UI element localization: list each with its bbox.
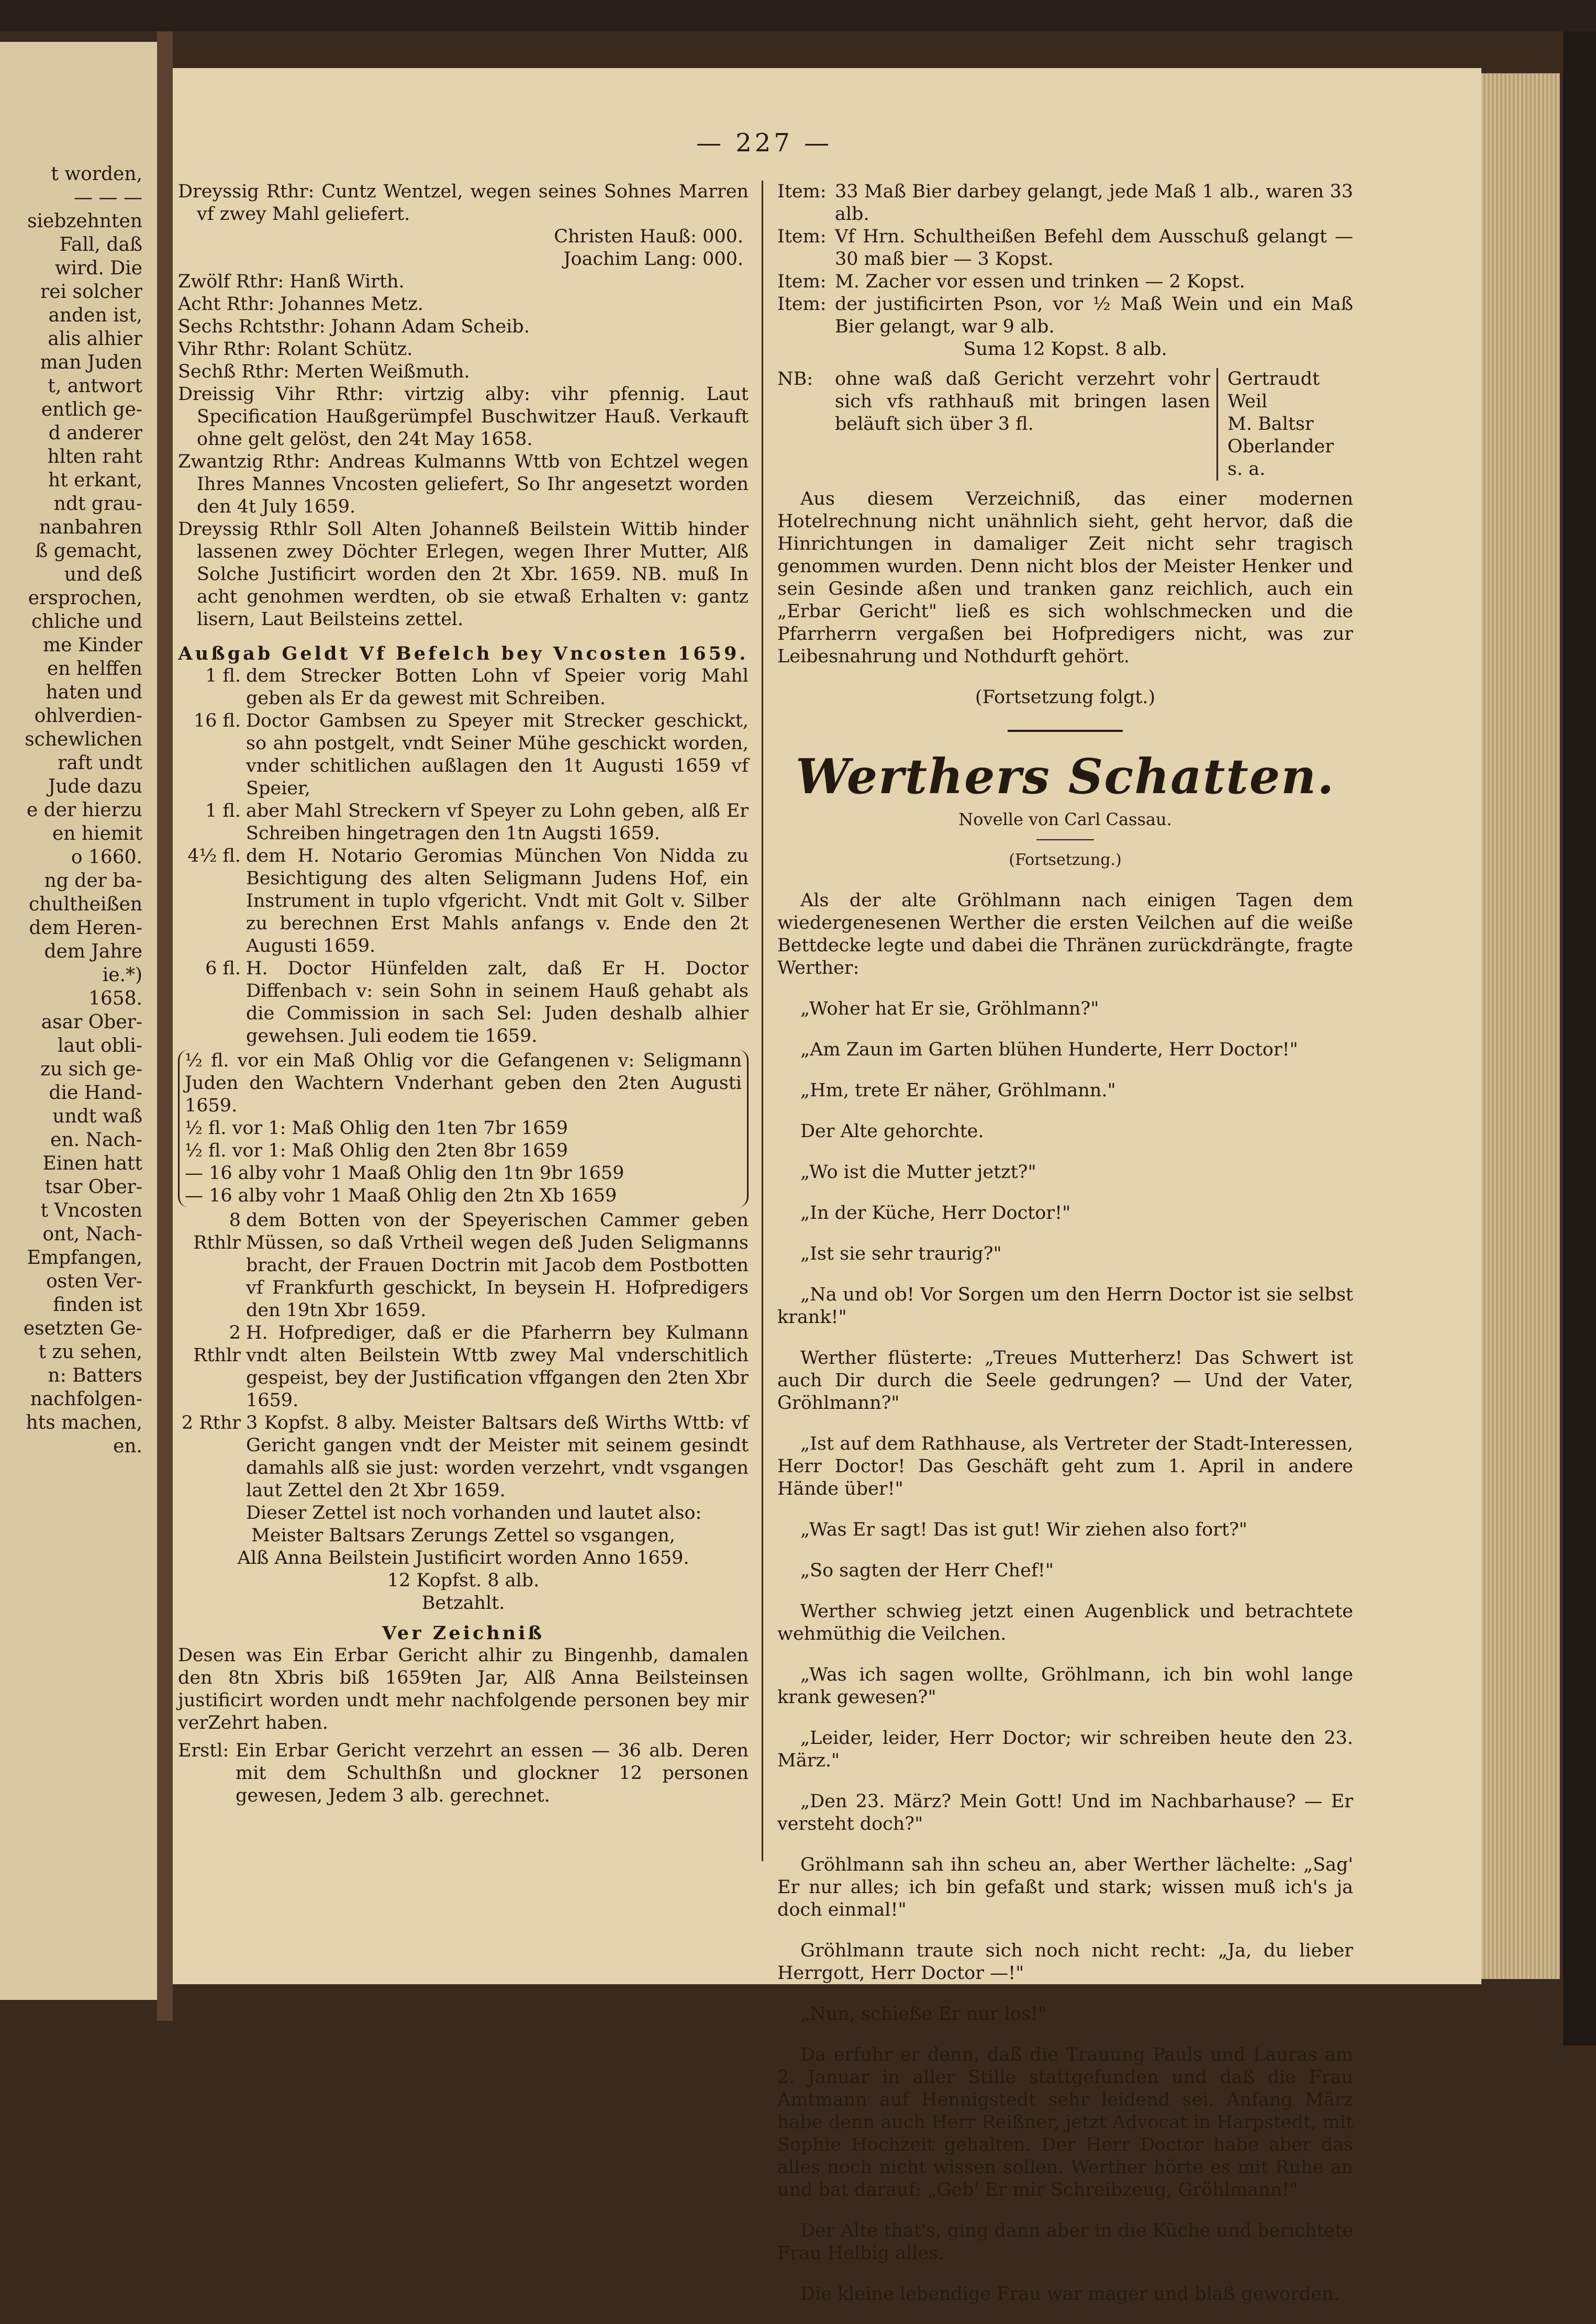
left-page-fragment: und deß (64, 564, 142, 585)
payment-entry: Vihr Rthr: Rolant Schütz. (178, 339, 413, 360)
expense-amount: 2 Rthr (181, 1413, 241, 1433)
story-paragraph: Da erfuhr er denn, daß die Trauung Pauls und Lauras am 2. Januar in aller Stille stattgefunden und daß die Frau Amtmann auf Hennigstedt sehr leidend sei. Anfang März habe denn auch Herr Reißner, jetzt Advocat in Harpstedt, mit Sophie Hochzeit gehalten. Der Herr Doctor habe aber das alles noch nicht wissen sollen. Werther hörte es mit Ruhe an und bat darauf: „Geb' Er mir Schreibzeug, Gröhlmann!" (777, 2044, 1353, 2200)
story-paragraph: Als der alte Gröhlmann nach einigen Tagen dem wiedergenesenen Werther die ersten Veilchen auf die weiße Bettdecke legte und dabei die Thränen zurückdrängte, fragte Werther: (777, 890, 1353, 978)
item-label: Item: (777, 294, 827, 315)
erstl-text: Ein Erbar Gericht verzehrt an essen — 36 alb. Deren mit dem Schulthßn und glockner 12 personen gewesen, Jedem 3 alb. gerechnet. (236, 1740, 749, 1806)
story-paragraph: „Woher hat Er sie, Gröhlmann?" (800, 998, 1099, 1019)
left-page-fragment: nanbahren (39, 517, 142, 538)
nb-name: Gertraudt Weil (1227, 369, 1320, 412)
book-cover-top (0, 0, 1596, 31)
left-page-fragment: o 1660. (71, 847, 142, 868)
payment-entry: Joachim Lang: 000. (563, 249, 743, 270)
expense-text: dem H. Notario Geromias München Von Nidda zu Besichtigung des alten Seligmann Judens Hof, ein Instrument in tuplo vfgericht. Vndt mit Golt v. Silber zu berechnen Erst Mahls anfangs v. Ende den 2t Augusti 1659. (246, 846, 749, 957)
left-page-fragment: Jude dazu (48, 776, 142, 797)
zettel-line: Meister Baltsars Zerungs Zettel so vsgangen, (251, 1525, 675, 1546)
item-entry (777, 293, 1353, 338)
section-divider (1008, 730, 1123, 732)
left-page-fragment: ersprochen, (28, 587, 142, 609)
story-paragraph: „Ist sie sehr traurig?" (800, 1243, 1002, 1264)
book-gutter (157, 31, 173, 2021)
commentary-paragraph: Aus diesem Verzeichniß, das einer modernen Hotelrechnung nicht unähnlich sieht, geht hervor, daß die Hinrichtungen in damaliger Zeit nicht sehr tragisch genommen wurden. Denn nicht blos der Meister Henker und sein Gesinde aßen und tranken ganz reichlich, auch ein „Erbar Gericht" ließ es sich wohlschmecken und die Pfarrherrn vergaßen bei Hofpredigers nicht, was zur Leibesnahrung und Nothdurft gehört. (777, 488, 1353, 667)
bracket-item: ½ fl. vor 1: Maß Ohlig den 2ten 8br 1659 (185, 1140, 568, 1161)
story-paragraph: „Ist auf dem Rathhause, als Vertreter der Stadt-Interessen, Herr Doctor! Das Geschäft geht zum 1. April in andere Hände über!" (777, 1433, 1353, 1499)
expense-text: H. Doctor Hünfelden zalt, daß Er H. Doctor Diffenbach v: sein Sohn in seinem Hauß gehabt als die Commission in sach Sel: Juden deshalb alhier gewehsen. Juli eodem tie 1659. (246, 958, 749, 1047)
expense-text: dem Strecker Botten Lohn vf Speier vorig Mahl geben als Er da gewest mit Schreiben. (246, 665, 749, 709)
expense-text: 3 Kopfst. 8 alby. Meister Baltsars deß Wirths Wttb: vf Gericht gangen vndt der Meister mit seinem gesindt damahls alß sie just: worden verzehrt, vndt vsgangen laut Zettel den 2t Xbr 1659. (246, 1413, 749, 1501)
left-page-fragment: laut obli- (58, 1035, 142, 1057)
item-text: 33 Maß Bier darbey gelangt, jede Maß 1 alb., waren 33 alb. (835, 181, 1353, 225)
zettel-intro: Dieser Zettel ist noch vorhanden und lautet also: (246, 1503, 702, 1524)
left-page-fragment: — — — (74, 187, 142, 208)
story-paragraph: „Leider, leider, Herr Doctor; wir schreiben heute den 23. März." (777, 1728, 1353, 1771)
left-page-fragment: asar Ober- (41, 1011, 142, 1033)
continuation-note: (Fortsetzung.) (1009, 851, 1122, 869)
left-page-fragment: ß gemacht, (35, 540, 142, 562)
item-text: Vf Hrn. Schultheißen Befehl dem Ausschuß gelangt — 30 maß bier — 3 Kopst. (835, 226, 1353, 270)
left-page-fragment: hlten raht (47, 446, 142, 468)
page-number: — 227 — (696, 128, 833, 158)
story-paragraph: „Nun, schieße Er nur los!" (800, 2004, 1047, 2025)
left-page-fragment: Fall, daß (59, 234, 142, 255)
item-label: Item: (777, 181, 827, 202)
payment-entry: Dreyssig Rthr: Cuntz Wentzel, wegen seines Sohnes Marren vf zwey Mahl geliefert. (178, 181, 749, 225)
payment-entry: Zwantzig Rthr: Andreas Kulmanns Wttb von Echtzel wegen Ihres Mannes Vncosten geliefert, So Ihr angesetzt worden den 4t July 1659. (178, 451, 749, 517)
left-page-fragment: ng der ba- (44, 870, 142, 892)
nb-label: NB: (777, 369, 813, 390)
story-paragraph: „Was ich sagen wollte, Gröhlmann, ich bin wohl lange krank gewesen?" (777, 1664, 1353, 1708)
book-cover-right (1563, 31, 1596, 2045)
left-page-fragment: undt waß (52, 1106, 142, 1127)
expense-amount: 8 Rthlr (193, 1210, 241, 1253)
nb-text: ohne waß daß Gericht verzehrt vohr sich vfs rathhauß mit bringen lasen beläuft sich über 3 fl. (835, 369, 1210, 435)
story-paragraph: Gröhlmann sah ihn scheu an, aber Werther lächelte: „Sag' Er nur alles; ich bin gefaßt und stark; wissen muß ich's ja doch einmal!" (777, 1854, 1353, 1920)
story-paragraph: Werther schwieg jetzt einen Augenblick und betrachtete wehmüthig die Veilchen. (777, 1601, 1353, 1644)
left-page-fragment: finden ist (53, 1294, 142, 1316)
story-paragraph: Der Alte that's, ging dann aber in die Küche und berichtete Frau Helbig alles. (777, 2220, 1353, 2264)
left-page-fragment: chultheißen (28, 894, 142, 915)
expense-row (178, 845, 749, 958)
left-page-fragment: me Kinder (42, 635, 142, 656)
item-text: der justificirten Pson, vor ½ Maß Wein und ein Maß Bier gelangt, war 9 alb. (835, 294, 1353, 337)
story-paragraph: Der Alte gehorchte. (800, 1121, 984, 1142)
novel-title: Werthers Schatten. (795, 748, 1335, 805)
nb-name: M. Baltsr Oberlander s. a. (1227, 414, 1334, 480)
bracket-item: ½ fl. vor 1: Maß Ohlig den 1ten 7br 1659 (185, 1118, 568, 1139)
left-page-fragment: raft undt (58, 752, 142, 774)
expenses-list-2 (178, 1209, 749, 1502)
item-text: M. Zacher vor essen und trinken — 2 Kopst. (835, 271, 1245, 292)
left-page-fragment: en. Nach- (50, 1129, 142, 1151)
expense-amount: 4½ fl. (187, 846, 241, 866)
item-label: Item: (777, 226, 827, 247)
left-page-fragment: ohlverdien- (34, 705, 142, 727)
left-page-fragment: Einen hatt (42, 1153, 142, 1174)
left-page-fragment: schewlichen (25, 729, 142, 750)
left-page-fragment: t Vncosten (40, 1200, 142, 1221)
left-page-fragment: ont, Nach- (42, 1224, 142, 1245)
payment-entry: Dreyssig Rthlr Soll Alten Johanneß Beilstein Wittib hinder lassenen zwey Döchter Erlegen, wegen Ihrer Mutter, Alß Solche Justificirt worden den 2t Xbr. 1659. NB. muß In acht genohmen werdten, ob sie etwaß Erhalten v: gantz lisern, Laut Beilsteins zettel. (178, 519, 749, 630)
expense-text: Doctor Gambsen zu Speyer mit Strecker geschickt, so ahn postgelt, vndt Seiner Mühe geschickt worden, vnder schitlichen außlagen den 1t Augusti 1659 vf Speier, (246, 710, 749, 799)
story-text (777, 889, 1353, 2306)
payment-entry: Acht Rthr: Johannes Metz. (178, 294, 423, 315)
left-page-fragment: chliche und (31, 611, 142, 632)
erstl-entry (178, 1740, 749, 1807)
story-paragraph: „So sagten der Herr Chef!" (800, 1560, 1054, 1581)
left-page-fragment: en. (113, 1436, 142, 1457)
payment-entry: Sechß Rthr: Merten Weißmuth. (178, 361, 470, 382)
left-page-fragment: d anderer (48, 422, 142, 444)
left-page-fragment: t, antwort (48, 375, 142, 397)
verzeichnis-heading: Ver Zeichniß (382, 1622, 545, 1644)
left-page-fragment: entlich ge- (41, 399, 142, 420)
expense-row (178, 665, 749, 710)
column-divider (762, 181, 763, 1861)
expenses-list (178, 665, 749, 1048)
left-page-fragment: tsar Ober- (44, 1176, 142, 1198)
payment-entry: Zwölf Rthr: Hanß Wirth. (178, 271, 405, 292)
left-page-fragment: wird. Die (54, 258, 142, 279)
payments-list (178, 181, 749, 631)
left-page-fragment: n: Batters (48, 1365, 142, 1386)
nb-note (777, 368, 1353, 481)
item-label: Item: (777, 271, 827, 292)
story-paragraph: „Was Er sagt! Das ist gut! Wir ziehen also fort?" (800, 1519, 1247, 1540)
left-page-fragment: anden ist, (48, 305, 142, 326)
left-page-fragment: siebzehnten (27, 210, 142, 232)
payment-entry: Dreissig Vihr Rthr: virtzig alby: vihr pfennig. Laut Specification Haußgerümpfel Buschwitzer Hauß. Verkauft ohne gelt gelöst, den 24t May 1658. (178, 384, 749, 450)
payment-entry: Christen Hauß: 000. (554, 226, 743, 247)
payment-entry: Sechs Rchtsthr: Johann Adam Scheib. (178, 316, 530, 337)
left-page-fragment: ndt grau- (53, 493, 142, 515)
left-page-fragment: ht erkant, (48, 470, 142, 491)
left-page-fragment: dem Jahre (44, 941, 142, 962)
left-page-fragment: ie.*) (102, 964, 142, 986)
left-page-fragments (1, 162, 142, 1458)
left-page-fragment: osten Ver- (46, 1271, 142, 1292)
oil-expenses-bracket (178, 1050, 749, 1207)
bracket-item: — 16 alby vohr 1 Maaß Ohlig den 1tn 9br 1659 (185, 1163, 624, 1184)
story-paragraph: „Hm, trete Er näher, Gröhlmann." (800, 1080, 1116, 1101)
expense-amount: 1 fl. (205, 800, 241, 821)
story-paragraph: „In der Küche, Herr Doctor!" (800, 1203, 1071, 1224)
zettel-line: Alß Anna Beilstein Justificirt worden Anno 1659. (237, 1548, 689, 1569)
expense-row (178, 1322, 749, 1412)
left-page-fragment: rei solcher (40, 281, 142, 303)
page-stack-edge (1481, 73, 1563, 1979)
verzeichnis-intro: Desen was Ein Erbar Gericht alhir zu Bingenhb, damalen den 8tn Xbris biß 1659ten Jar, Alß Anna Beilsteinsen justificirt worden undt mehr nachfolgende personen bey mir verZehrt haben. (178, 1645, 749, 1733)
novel-byline: Novelle von Carl Cassau. (958, 809, 1172, 829)
left-page-fragment: t worden, (51, 163, 142, 185)
left-page-fragment: man Juden (40, 352, 142, 373)
expense-amount: 2 Rthlr (193, 1322, 241, 1366)
left-page-fragment: e der hierzu (26, 799, 142, 821)
left-page-fragment: zu sich ge- (40, 1059, 142, 1080)
left-page-fragment: dem Heren- (29, 917, 142, 939)
erstl-label: Erstl: (178, 1740, 229, 1761)
item-entry (777, 271, 1353, 293)
story-paragraph: „Den 23. März? Mein Gott! Und im Nachbarhause? — Er versteht doch?" (777, 1791, 1353, 1834)
right-column (777, 181, 1353, 2324)
expense-row (178, 710, 749, 800)
expense-row (178, 800, 749, 845)
left-page-fragment: esetzten Ge- (23, 1318, 142, 1339)
left-page-fragment: t zu sehen, (38, 1341, 142, 1363)
story-paragraph: Gröhlmann traute sich noch nicht recht: „Ja, du lieber Herrgott, Herr Doctor —!" (777, 1940, 1353, 1984)
expense-text: dem Botten von der Speyerischen Cammer geben Müssen, so daß Vrtheil wegen deß Juden Seligmanns bracht, der Frauen Doctrin mit Jacob dem Postbotten vf Frankfurth geschickt, In beysein H. Hofpredigers den 19tn Xbr 1659. (246, 1210, 749, 1321)
story-paragraph: Die kleine lebendige Frau war mager und blaß geworden. (800, 2284, 1340, 2305)
story-paragraph: „Na und ob! Vor Sorgen um den Herrn Doctor ist sie selbst krank!" (777, 1284, 1353, 1328)
expense-amount: 6 fl. (205, 958, 241, 979)
left-page-fragment: Empfangen, (27, 1247, 142, 1269)
story-paragraph: Werther flüsterte: „Treues Mutterherz! Das Schwert ist auch Dir durch die Seele gedrungen? — Und der Vater, Gröhlmann?" (777, 1348, 1353, 1414)
nb-names (1216, 368, 1353, 481)
left-page-fragment: die Hand- (49, 1082, 142, 1104)
left-page (0, 42, 159, 2000)
bracket-item: — 16 alby vohr 1 Maaß Ohlig den 2tn Xb 1659 (185, 1185, 617, 1206)
expense-row (178, 958, 749, 1048)
zettel-paid: Betzahlt. (421, 1593, 505, 1614)
zettel-sum: 12 Kopfst. 8 alb. (387, 1570, 540, 1591)
expense-amount: 16 fl. (193, 710, 241, 731)
left-page-fragment: en helffen (47, 658, 142, 680)
continued-note: (Fortsetzung folgt.) (975, 687, 1156, 708)
expense-text: H. Hofprediger, daß er die Pfarherrn bey Kulmann vndt alten Beilstein Wttb zwey Mal vnderschitlich gespeist, bey der Justification vffgangen den 2ten Xbr 1659. (246, 1322, 749, 1411)
left-page-fragment: 1658. (88, 988, 142, 1009)
left-page-fragment: en hiemit (52, 823, 142, 844)
expense-row (178, 1412, 749, 1502)
suma-line: Suma 12 Kopst. 8 alb. (963, 339, 1167, 360)
item-entry (777, 226, 1353, 271)
expenses-heading: Außgab Geldt Vf Befelch bey Vncosten 1659. (178, 643, 749, 664)
left-column (178, 181, 749, 1807)
story-paragraph: „Am Zaun im Garten blühen Hunderte, Herr Doctor!" (800, 1039, 1298, 1060)
left-page-fragment: alis alhier (48, 328, 142, 350)
byline-divider (1036, 839, 1094, 840)
expense-row (178, 1209, 749, 1322)
left-page-fragment: nachfolgen- (30, 1388, 142, 1410)
expense-text: aber Mahl Streckern vf Speyer zu Lohn geben, alß Er Schreiben hingetragen den 1tn Augsti 1659. (246, 800, 749, 844)
expense-amount: 1 fl. (205, 665, 241, 686)
item-entry (777, 181, 1353, 226)
left-page-fragment: haten und (46, 682, 142, 703)
left-page-fragment: hts machen, (26, 1412, 142, 1433)
story-paragraph: „Wo ist die Mutter jetzt?" (800, 1162, 1036, 1183)
bracket-item: ½ fl. vor ein Maß Ohlig vor die Gefangenen v: Seligmann Juden den Wachtern Vnderhant geben den 2ten Augusti 1659. (185, 1050, 742, 1116)
